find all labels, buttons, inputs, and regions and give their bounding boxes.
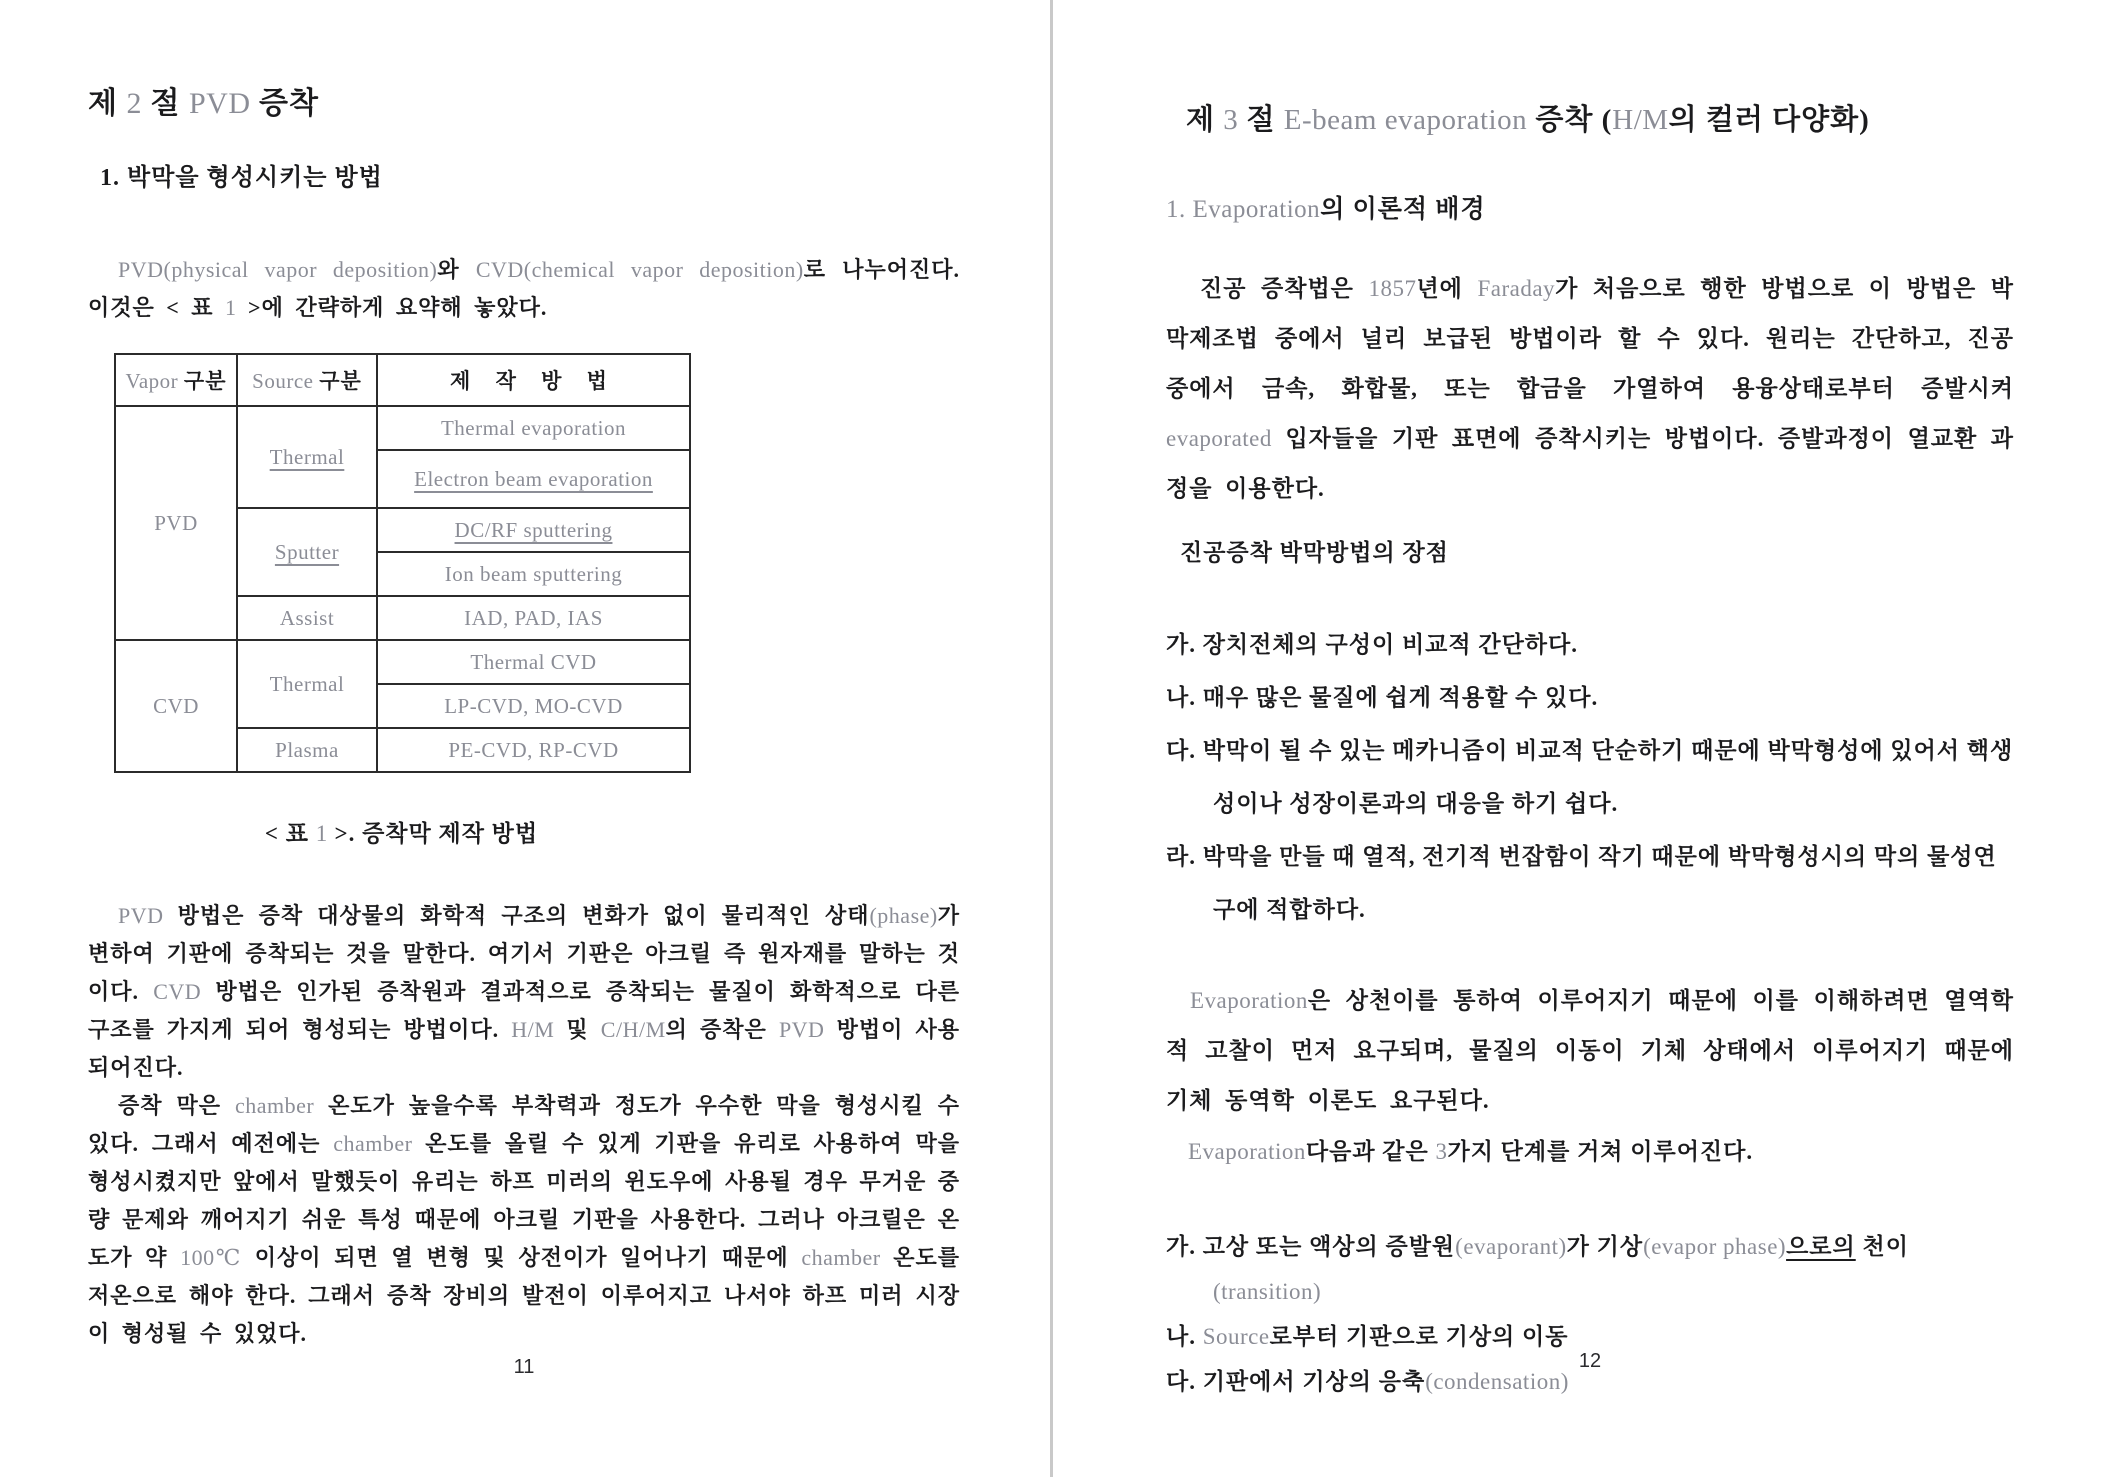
subsection-title-evaporation-theory: 1. Evaporation의 이론적 배경	[1166, 196, 1486, 223]
pvd-cvd-explanation-paragraph: PVD 방법은 증착 대상물의 화학적 구조의 변화가 없이 물리적인 상태(phase)가 변하여 기판에 증착되는 것을 말한다. 여기서 기판은 아크릴 즉 원자재를 말하는 것이다. CVD 방법은 인가된 증착원과 결과적으로 증착되는 물질이 화학적으로 다른 구조를 가지게 되어 형성되는 방법이다. H/M 및 C/H/M의 증착은 PVD 방법이 사용되어진다.	[88, 903, 960, 1080]
list-item: 가. 장치전체의 구성이 비교적 간단하다.	[1166, 632, 1578, 657]
cell-sputter: Sputter	[237, 508, 377, 596]
cell-plasma: Plasma	[237, 728, 377, 772]
list-item: 나. 매우 많은 물질에 쉽게 적용할 수 있다.	[1166, 685, 1599, 710]
page-divider	[1050, 0, 1053, 1477]
advantages-heading: 진공증착 박막방법의 장점	[1180, 540, 1449, 565]
cell-thermal-evaporation: Thermal evaporation	[377, 406, 690, 450]
chamber-temperature-paragraph: 증착 막은 chamber 온도가 높을수록 부착력과 정도가 우수한 막을 형성시킬 수 있다. 그래서 예전에는 chamber 온도를 올릴 수 있게 기판을 유리로 사용하여 막을 형성시켰지만 앞에서 말했듯이 유리는 하프 미러의 윈도우에 사용될 경우 무거운 중량 문제와 깨어지기 쉬운 특성 때문에 아크릴 기판을 사용한다. 그러나 아크릴은 온도가 약 100℃ 이상이 되면 열 변형 및 상전이가 일어나기 때문에 chamber 온도를 저온으로 해야 한다. 그래서 증착 장비의 발전이 이루어지고 나서야 하프 미러 시장이 형성될 수 있었다.	[88, 1093, 960, 1346]
list-item: 다. 기판에서 기상의 응축(condensation)	[1166, 1369, 1569, 1394]
list-item: 가. 고상 또는 액상의 증발원(evaporant)가 기상(evapor phase)으로의 천이(transition)	[1166, 1234, 1909, 1304]
evaporation-thermodynamics-paragraph: Evaporation은 상천이를 통하여 이루어지기 때문에 이를 이해하려면 열역학적 고찰이 먼저 요구되며, 물질의 이동이 기체 상태에서 이루어지기 때문에 기체 동역학 이론도 요구된다.	[1166, 988, 2014, 1113]
header-method: 제 작 방 법	[377, 354, 690, 406]
subsection-title-thin-film-methods: 1. 박막을 형성시키는 방법	[100, 165, 383, 191]
cell-thermal-cvd: Thermal CVD	[377, 640, 690, 684]
cell-iad-pad-ias: IAD, PAD, IAS	[377, 596, 690, 640]
section-title-ebeam: 제 3 절 E-beam evaporation 증착 (H/M의 컬러 다양화)	[1186, 104, 1870, 136]
page-number-left: 11	[513, 1356, 535, 1378]
cell-thermal-pvd: Thermal	[237, 406, 377, 508]
cell-dcrf-sputtering: DC/RF sputtering	[377, 508, 690, 552]
cell-pecvd-rpcvd: PE-CVD, RP-CVD	[377, 728, 690, 772]
cell-ebeam-evaporation: Electron beam evaporation	[377, 450, 690, 508]
section-title-pvd: 제 2 절 PVD 증착	[88, 87, 319, 120]
deposition-methods-table	[114, 353, 691, 773]
cell-pvd: PVD	[115, 406, 237, 640]
table-caption: < 표 1 >. 증착막 제작 방법	[264, 821, 539, 846]
cell-lpcvd-mocvd: LP-CVD, MO-CVD	[377, 684, 690, 728]
page-left	[88, 0, 960, 1477]
list-item: 나. Source로부터 기판으로 기상의 이동	[1166, 1324, 1569, 1349]
header-source: Source 구분	[237, 354, 377, 406]
table-row	[115, 640, 690, 684]
header-vapor: Vapor 구분	[115, 354, 237, 406]
advantages-list	[1166, 618, 2014, 936]
table-header-row	[115, 354, 690, 406]
intro-paragraph: PVD(physical vapor deposition)와 CVD(chemical vapor deposition)로 나누어진다. 이것은 < 표 1 >에 간략하게 요약해 놓았다.	[88, 257, 960, 320]
vacuum-deposition-paragraph: 진공 증착법은 1857년에 Faraday가 처음으로 행한 방법으로 이 방법은 박막제조법 중에서 널리 보급된 방법이라 할 수 있다. 원리는 간단하고, 진공 중에서 금속, 화합물, 또는 합금을 가열하여 용융상태로부터 증발시켜 evaporated 입자들을 기판 표면에 증착시키는 방법이다. 증발과정이 열교환 과정을 이용한다.	[1166, 276, 2014, 501]
list-item: 라. 박막을 만들 때 열적, 전기적 번잡함이 작기 때문에 박막형성시의 막의 물성연구에 적합하다.	[1166, 844, 1997, 922]
evaporation-steps-list	[1166, 1224, 2014, 1404]
page-right	[1166, 0, 2014, 1477]
cell-ion-beam-sputtering: Ion beam sputtering	[377, 552, 690, 596]
page-number-right: 12	[1578, 1350, 1602, 1372]
evaporation-three-steps-intro: Evaporation다음과 같은 3가지 단계를 거쳐 이루어진다.	[1188, 1139, 1754, 1164]
table-row	[115, 406, 690, 450]
cell-assist: Assist	[237, 596, 377, 640]
cell-thermal-cvd-group: Thermal	[237, 640, 377, 728]
cell-cvd: CVD	[115, 640, 237, 772]
list-item: 다. 박막이 될 수 있는 메카니즘이 비교적 단순하기 때문에 박막형성에 있어서 핵생성이나 성장이론과의 대응을 하기 쉽다.	[1166, 738, 2014, 816]
